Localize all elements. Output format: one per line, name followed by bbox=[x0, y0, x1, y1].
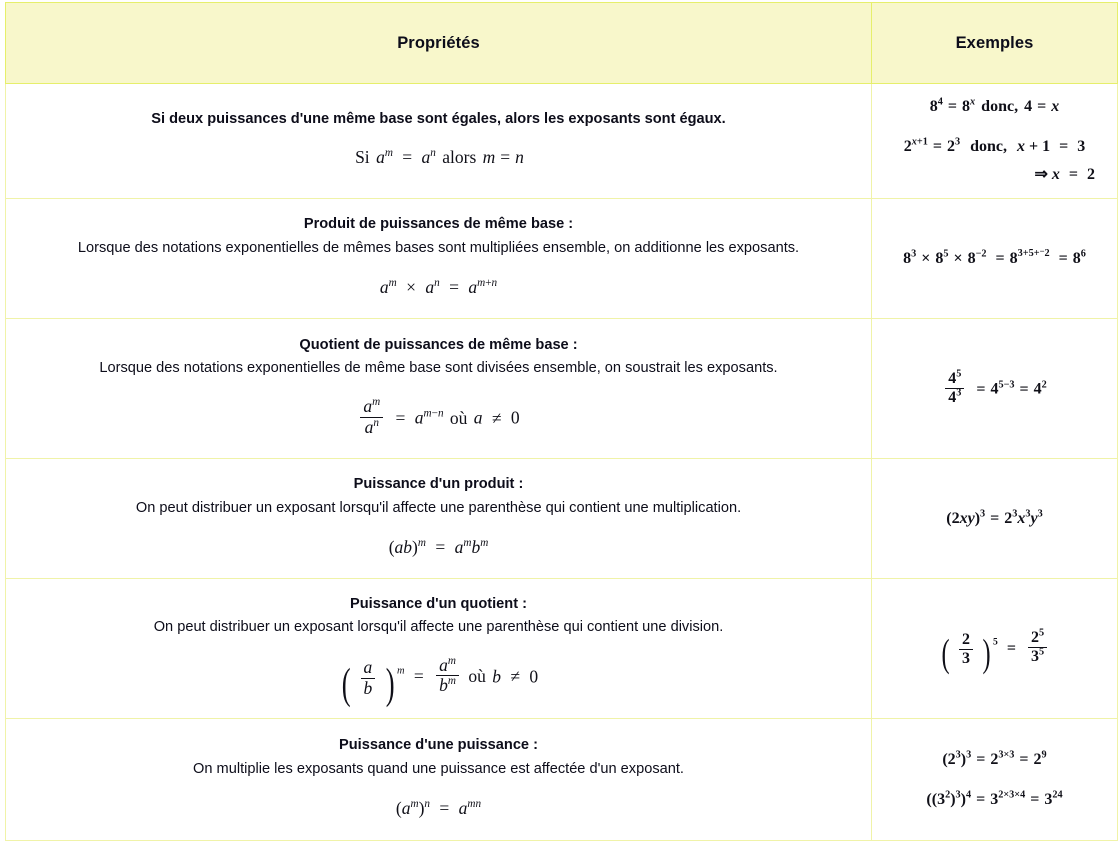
rule-title-4: Puissance d'un produit : bbox=[353, 476, 524, 493]
example-line: ( $\frac{2}{3}$ ) $^5$ = $\frac{2^5}{3^5}$ bbox=[878, 626, 1111, 670]
property-cell-2 bbox=[6, 199, 872, 319]
table-row bbox=[6, 199, 1118, 319]
rule-formula-4: $(ab)^m = a^mb^m$ bbox=[388, 536, 489, 557]
rule-formula-2: $a^m \times a^n = a^{m+n}$ bbox=[379, 276, 498, 297]
table-row bbox=[6, 579, 1118, 719]
table-row bbox=[6, 319, 1118, 459]
rule-title-5: Puissance d'un quotient : bbox=[350, 595, 527, 612]
rule-formula-1: Si $a^m = a^n$ alors m = n bbox=[355, 147, 524, 168]
rule-desc-5: On peut distribuer un exposant lorsqu'il affecte une parenthèse qui contient une division. bbox=[153, 619, 724, 636]
example-line: $\frac{4^5}{4^3}$ = $4^{5-3} = 4^2$ bbox=[878, 367, 1111, 410]
exponent-properties-table bbox=[5, 2, 1118, 841]
example-cell-5 bbox=[872, 579, 1118, 719]
example-cell-1 bbox=[872, 84, 1118, 199]
property-cell-3 bbox=[6, 319, 872, 459]
table-row bbox=[6, 719, 1118, 841]
table-header bbox=[6, 3, 1118, 84]
rule-title-1: Si deux puissances d'une même base sont égales, alors les exposants sont égaux. bbox=[151, 110, 726, 127]
example-line: $8^3 \times 8^5 \times 8^{-2} = 8^{3+5+^-2} = 8^6$ bbox=[903, 246, 1086, 267]
rule-desc-2: Lorsque des notations exponentielles de mêmes bases sont multipliées ensemble, on additionne les exposants. bbox=[77, 240, 800, 256]
example-line: $(2xy)^3 = 2^3x^3y^3$ bbox=[946, 508, 1043, 527]
rule-desc-3: Lorsque des notations exponentielles de même base sont divisées ensemble, on soustrait les exposants. bbox=[99, 360, 778, 377]
table-body bbox=[6, 84, 1118, 841]
rule-title-6: Puissance d'une puissance : bbox=[339, 737, 538, 754]
property-cell-4 bbox=[6, 459, 872, 579]
example-line: $8^4 = 8^x$ donc, 4 = x bbox=[929, 96, 1060, 115]
example-cell-3 bbox=[872, 319, 1118, 459]
header-examples: Exemples bbox=[872, 3, 1118, 84]
example-line: $2^{x+1} = 2^3$ donc, x + 1 = 3 bbox=[903, 136, 1086, 155]
example-cell-6 bbox=[872, 719, 1118, 841]
header-properties: Propriétés bbox=[6, 3, 872, 84]
rule-desc-6: On multiplie les exposants quand une puissance est affectée d'un exposant. bbox=[193, 761, 684, 777]
header-row bbox=[6, 3, 1118, 84]
table-row bbox=[6, 459, 1118, 579]
property-cell-5 bbox=[6, 579, 872, 719]
rule-formula-3: $\frac{a^m}{a^n}$ = $a^{m-n}$ où a ≠ 0 bbox=[12, 397, 865, 437]
rule-formula-5: ( $\frac{a}{b}$ ) $^m$ = $\frac{a^m}{b^m}$ où b ≠ 0 bbox=[341, 654, 539, 708]
rule-desc-4: On peut distribuer un exposant lorsqu'il affecte une parenthèse qui contient une multiplication. bbox=[135, 500, 742, 516]
example-line: $(2^3)^3 = 2^{3\times 3} = 2^9$ bbox=[942, 749, 1047, 768]
rule-title-2: Produit de puissances de même base : bbox=[303, 216, 574, 233]
example-cell-2 bbox=[872, 199, 1118, 319]
rule-title-3: Quotient de puissances de même base : bbox=[299, 336, 578, 353]
example-line: ⇒ x = 2 bbox=[1034, 166, 1095, 183]
property-cell-1 bbox=[6, 84, 872, 199]
rule-formula-6: $(a^m)^n = a^{mn}$ bbox=[395, 797, 482, 818]
table-row bbox=[6, 84, 1118, 199]
property-cell-6 bbox=[6, 719, 872, 841]
example-cell-4 bbox=[872, 459, 1118, 579]
example-line: $((3^2)^3)^4 = 3^{2\times 3\times 4} = 3^{24}$ bbox=[926, 789, 1063, 808]
